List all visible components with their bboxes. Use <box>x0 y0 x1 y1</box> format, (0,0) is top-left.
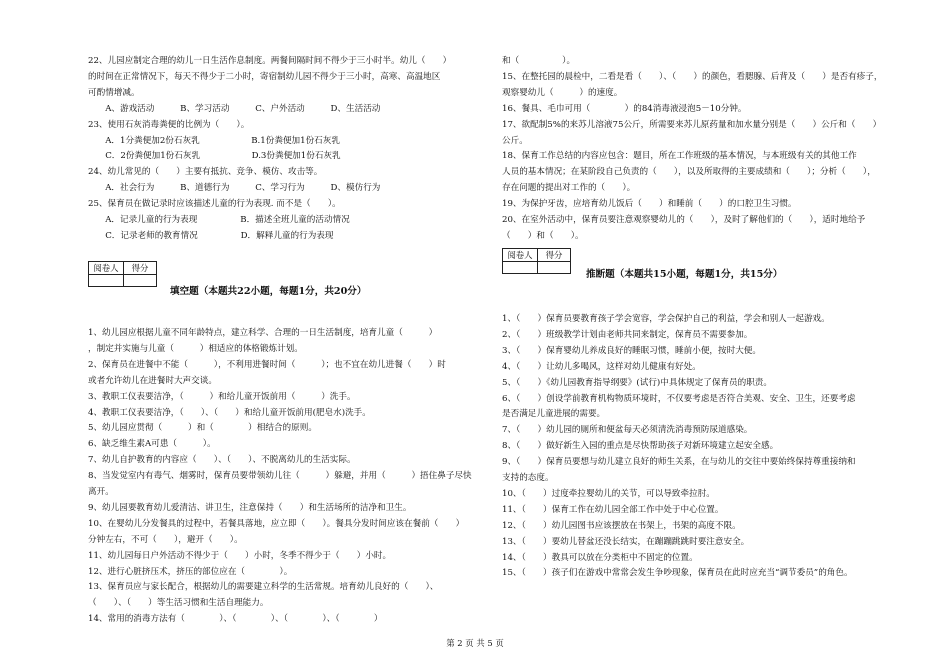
grader-box-left <box>88 261 157 287</box>
text-line: 11、（ ）保育工作在幼儿园全部工作中处于中心位置。 <box>502 504 724 515</box>
text-line: 10、（ ）过度牵拉婴幼儿的关节，可以导致牵拉肘。 <box>502 488 715 499</box>
text-line: 的时间在正常情况下，每天不得少于二小时，寄宿制幼儿园不得少于三小时，高寒、高温地区 <box>88 71 441 82</box>
text-line: 6、缺乏维生素A可患（ ）。 <box>88 439 216 450</box>
text-line: C．2份粪便加1份石灰乳 D.3份粪便加1份石灰乳 <box>88 151 341 162</box>
text-line: 支持的态度。 <box>502 473 554 483</box>
text-line: 14、常用的消毒方法有（ ）、（ ）、（ ）、（ ） <box>88 614 383 625</box>
text-line: 15、在整托园的晨检中，二看是看（ ）、（ ）的颜色，看腮腺、后背及（ ）是否有疹子， <box>502 71 883 82</box>
text-line: 观察婴幼儿（ ）的速度。 <box>502 87 623 98</box>
text-line: 7、（ ）幼儿园的厕所和便盆每天必须清洗消毒预防尿道感染。 <box>502 425 753 436</box>
text-line: 7、幼儿自护教育的内容应（ ）、（ ）、不脱离幼儿的生活实际。 <box>88 455 356 466</box>
text-line: （ ）和（ ）。 <box>502 230 584 241</box>
section-title-fill: 填空题（本题共22小题，每题1分，共20分） <box>170 286 367 297</box>
text-line: A．记录儿童的行为表现 B．描述全班儿童的活动情况 <box>88 215 350 225</box>
text-line: 1、幼儿园应根据儿童不同年龄特点，建立科学、合理的一日生活制度，培育儿童（ ） <box>88 328 438 338</box>
text-line: A．社会行为 B、道德行为 C、学习行为 D、模仿行为 <box>88 183 381 194</box>
grader-cell <box>89 275 124 287</box>
text-line: 16、餐具、毛巾可用（ ）的84消毒液浸泡5－10分钟。 <box>502 103 747 114</box>
text-line: 和（ ）。 <box>502 56 576 66</box>
text-line: 3、教职工仪表要洁净，（ ）和给儿童开饭前用（ ）洗手。 <box>88 391 356 402</box>
score-label: 得分 <box>124 262 157 275</box>
text-line: 4、（ ）让幼儿多喝风，这样对幼儿健康有好处。 <box>502 361 701 372</box>
text-line: 4、教职工仪表要洁净，（ ）、（ ）和给儿童开饭前用(肥皂水)洗手。 <box>88 407 371 418</box>
text-line: 9、幼儿园要教育幼儿爱清洁、讲卫生，注意保持（ ）和生活场所的洁净和卫生。 <box>88 502 412 513</box>
text-line: 存在问题的提出对工作的（ ）。 <box>502 183 636 194</box>
text-line: 18、保育工作总结的内容应包含：题目，所在工作班级的基本情况，与本班级有关的其他工作 <box>502 151 857 162</box>
text-line: 6、（ ）创设学前教育机构物质环境时，不仅要考虑是否符合美观、安全、卫生，还要考虑 <box>502 393 856 404</box>
text-line: 14、（ ）教具可以放在分类柜中不固定的位置。 <box>502 552 698 563</box>
text-line: 22、儿园应制定合理的幼儿一日生活作息制度。两餐间隔时间不得少于三小时半。幼儿（ ） <box>88 56 452 66</box>
text-line: 是否满足儿童进展的需要。 <box>502 409 606 420</box>
text-line: A、游戏活动 B、学习活动 C、户外活动 D、生活活动 <box>88 103 381 114</box>
grader-cell <box>503 262 538 274</box>
section-title-judge: 推断题（本题共15小题，每题1分，共15分） <box>586 269 783 280</box>
text-line: 15、（ ）孩子们在游戏中常常会发生争吵现象，保育员在此时应充当“调节委员”的角色。 <box>502 568 853 579</box>
text-line: 8、（ ）做好新生入园的重点是尽快帮助孩子对新环境建立起安全感。 <box>502 441 779 452</box>
grader-label: 阅卷人 <box>503 249 538 262</box>
text-line: 17、欲配制5%的来苏儿溶液75公斤，所需要来苏儿原药量和加水量分别是（ ）公斤和（ ） <box>502 119 882 130</box>
text-line: 1、（ ）保育员要教育孩子学会宽容，学会保护自己的利益，学会和别人一起游戏。 <box>502 314 830 324</box>
text-line: 分钟左右，不可（ ），避开（ ）。 <box>88 534 243 545</box>
text-line: 2、保育员在进餐中不能（ ），不利用进餐时间（ ）；也不宜在幼儿进餐（ ）时 <box>88 359 446 370</box>
text-line: ，制定并实施与儿童（ ）相适应的体格锻炼计划。 <box>88 343 303 354</box>
text-line: 13、保育员应与家长配合，根据幼儿的需要建立科学的生活常规。培育幼儿良好的（ ）、 <box>88 582 439 593</box>
text-line: 25、保育员在做记录时应该描述儿童的行为表现. 而不是（ ）。 <box>88 199 341 210</box>
grader-box-right <box>502 248 571 274</box>
text-line: 公斤。 <box>502 135 528 146</box>
text-line: 23、使用石灰消毒粪便的比例为（ ）。 <box>88 119 250 130</box>
score-cell <box>124 275 157 287</box>
text-line: 离开。 <box>88 487 114 497</box>
text-line: 5、幼儿园应贯彻（ ）和（ ）相结合的原则。 <box>88 423 317 434</box>
text-line: 人员的基本情况；在某阶段自己负责的（ ），以及所取得的主要成绩和（ ）；分析（ ）， <box>502 167 876 178</box>
text-line: 24、幼儿常见的（ ）主要有抵抗、竞争、模仿、攻击等。 <box>88 167 323 178</box>
score-label: 得分 <box>538 249 571 262</box>
text-line: A．1分粪便加2份石灰乳 B.1份粪便加1份石灰乳 <box>88 135 340 146</box>
text-line: 或者允许幼儿在进餐时大声交谈。 <box>88 375 217 386</box>
text-line: 可酌情增减。 <box>88 87 140 98</box>
text-line: 3、（ ）保育婴幼儿养成良好的睡眠习惯，睡前小便，按时大便。 <box>502 345 761 356</box>
text-line: （ ）、（ ）等生活习惯和生活自理能力。 <box>88 598 269 609</box>
text-line: 19、为保护牙齿，应培育幼儿饭后（ ）和睡前（ ）的口腔卫生习惯。 <box>502 199 797 210</box>
text-line: 12、进行心脏挤压术，挤压的部位应在（ ）。 <box>88 566 293 577</box>
text-line: 20、在室外活动中，保育员要注意观察婴幼儿的（ ），及时了解他们的（ ），适时地给予 <box>502 215 866 225</box>
page-footer: 第 2 页 共 5 页 <box>446 638 504 648</box>
text-line: 11、幼儿园每日户外活动不得少于（ ）小时，冬季不得少于（ ）小时。 <box>88 550 392 561</box>
text-line: 5、（ ）《幼儿园教育指导纲要》(试行)中具体规定了保育员的职责。 <box>502 377 772 388</box>
text-line: 13、（ ）要幼儿替盆还没长结实，在蹦蹦跳跳时要注意安全。 <box>502 536 750 547</box>
text-line: 2、（ ）班级教学计划由老师共同来制定，保育员不需要参加。 <box>502 329 753 340</box>
text-line: 12、（ ）幼儿园图书应该摆放在书架上，书架的高度不限。 <box>502 520 741 531</box>
text-line: 10、在婴幼儿分发餐具的过程中，若餐具落地，应立即（ ）。餐具分发时间应该在餐前（ ） <box>88 518 465 529</box>
text-line: 9、（ ）保育员要想与幼儿建立良好的师生关系，在与幼儿的交往中要始终保持尊重接纳和 <box>502 457 856 468</box>
score-cell <box>538 262 571 274</box>
grader-label: 阅卷人 <box>89 262 124 275</box>
text-line: 8、当发觉室内有毒气、烟雾时，保育员要带领幼儿往（ ）躲避，并用（ ）捂住鼻子尽快 <box>88 471 472 482</box>
text-line: C．记录老师的教育情况 D．解释儿童的行为表现 <box>88 230 334 241</box>
